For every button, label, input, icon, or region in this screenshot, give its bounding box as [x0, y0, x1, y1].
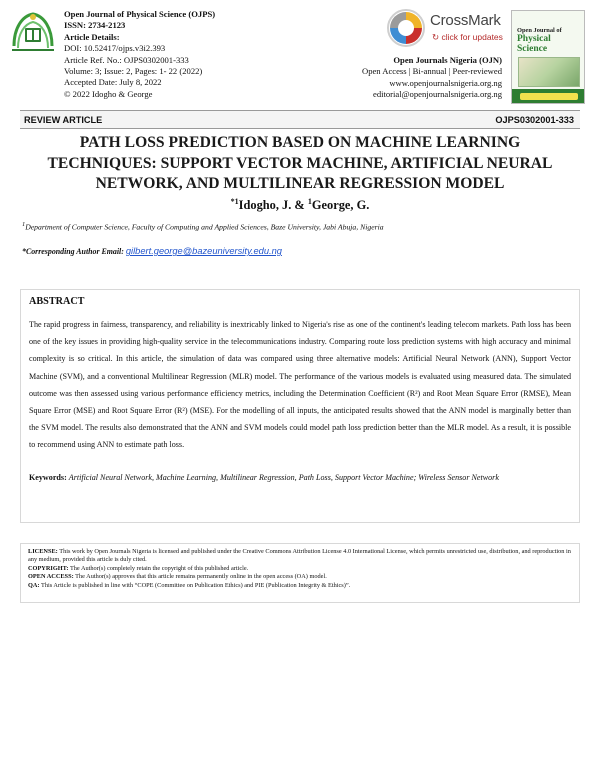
cover-footer-label [520, 93, 578, 100]
author2-marker: 1 [307, 197, 312, 206]
affiliation: $^1$Department of Computer Science, Faculty of Computing and Applied Sciences, Baze University, Jabi Abuja, Nigeria [22, 221, 384, 232]
crossmark-button[interactable] [386, 8, 504, 48]
journal-name: Open Journal of Physical Science (OJPS) [64, 9, 216, 19]
article-type-bar [20, 110, 580, 129]
crossmark-icon [386, 8, 426, 48]
author1-marker: *1 [230, 197, 239, 206]
corresponding-email-link[interactable]: gilbert.george@bazeuniversity.edu.ng [125, 246, 282, 256]
publisher-info [362, 55, 502, 101]
article-volume: Volume: 3; Issue: 2, Pages: 1- 22 (2022) [64, 66, 203, 77]
article-copyright: © 2022 Idogho & George [64, 88, 153, 99]
journal-issn: ISSN: 2734-2123 [64, 20, 126, 31]
cover-title: Open Journal of Physical Science [517, 27, 562, 54]
author2: George, G. [311, 198, 370, 213]
abstract-text: The rapid progress in fairness, transparency, and reliability is inextricably linked to Nigeria's rise as one of the continent's leading telecom markets. Path loss has been one of the key issues in providing high-quality service in the telecommunications industry. Comparing route loss prediction systems with high accuracy and minimal complexity is so critical. In this article, the simulation of data was compared using three alternative models: Artificial Neural Network (ANN), Support Vector Machine (SVM), and a conventional Multilinear Regression (MLR) model. The performance of the various models is evaluated using measured data. The simulated outcome was then assessed using various performance efficiency metrics, including the Determination Coefficient (R²) and Root Mean Square Error (RMSE), Mean Square Error (MSE) and Root Square Error (R²) (MSE). For the modelling of all inputs, the anticipated results showed that the ANN model is marginally better than the SVM model. The results also demonstrated that the ANN and SVM models could model path loss prediction better than the MLR model. As a result, it is possible to recommend using ANN to estimate path loss. [29, 320, 571, 450]
qa-line: QA: This Article is published in line with “COPE (Committee on Publication Ethics) and PIE (Publication Integrity & Ethics)”. [28, 581, 351, 589]
corresponding-label: *Corresponding Author Email: [22, 247, 124, 256]
license-line: LICENSE: This work by Open Journals Nigeria is licensed and published under the Creative Commons Attribution License 4.0 International License, which permits unrestricted use, distribution, and reproduction in any medium, provided this article is duly cited. [28, 548, 571, 564]
publisher-access: Open Access | Bi-annual | Peer-reviewed [361, 66, 502, 77]
journal-cover-image [511, 10, 585, 104]
journal-details [64, 9, 215, 100]
author-line [0, 197, 600, 213]
article-details-label: Article Details: [64, 31, 120, 42]
license-section [20, 543, 580, 603]
article-type: REVIEW ARTICLE [24, 115, 103, 125]
publisher-name: Open Journals Nigeria (OJN) [393, 55, 502, 65]
keywords-list: Artificial Neural Network, Machine Learning, Multilinear Regression, Path Loss, Support Vector Machine; Wireless Sensor Network [68, 472, 499, 482]
copyright-line: COPYRIGHT: The Author(s) completely retain the copyright of this published article. [28, 564, 249, 572]
article-doi[interactable]: DOI: 10.52417/ojps.v3i2.393 [64, 43, 166, 54]
publisher-email[interactable]: editorial@openjournalsnigeria.org.ng [373, 89, 502, 100]
article-header [0, 0, 600, 110]
keywords [29, 470, 571, 485]
corresponding-author [22, 246, 282, 256]
article-accepted-date: Accepted Date: July 8, 2022 [64, 77, 162, 88]
crossmark-subtitle: ↻ click for updates [432, 32, 503, 42]
open-access-line: OPEN ACCESS: The Author(s) approves that this article remains permanently online in the open access (OA) model. [28, 573, 327, 581]
author1: Idogho, J. & [238, 198, 308, 213]
article-ref: Article Ref. No.: OJPS0302001-333 [64, 54, 189, 65]
abstract-section [20, 289, 580, 523]
crossmark-title: CrossMark [430, 12, 501, 29]
keywords-label: Keywords: [29, 472, 67, 482]
abstract-heading: ABSTRACT [29, 296, 85, 307]
cover-illustration [518, 57, 580, 87]
ojn-logo-icon [8, 8, 58, 56]
article-title: PATH LOSS PREDICTION BASED ON MACHINE LEARNING TECHNIQUES: SUPPORT VECTOR MACHINE, ARTIFICIAL NEURAL NETWORK, AND MULTILINEAR REGRESSION MODEL [47, 134, 553, 192]
publisher-website[interactable]: www.openjournalsnigeria.org.ng [389, 77, 502, 88]
article-code: OJPS0302001-333 [495, 115, 574, 125]
